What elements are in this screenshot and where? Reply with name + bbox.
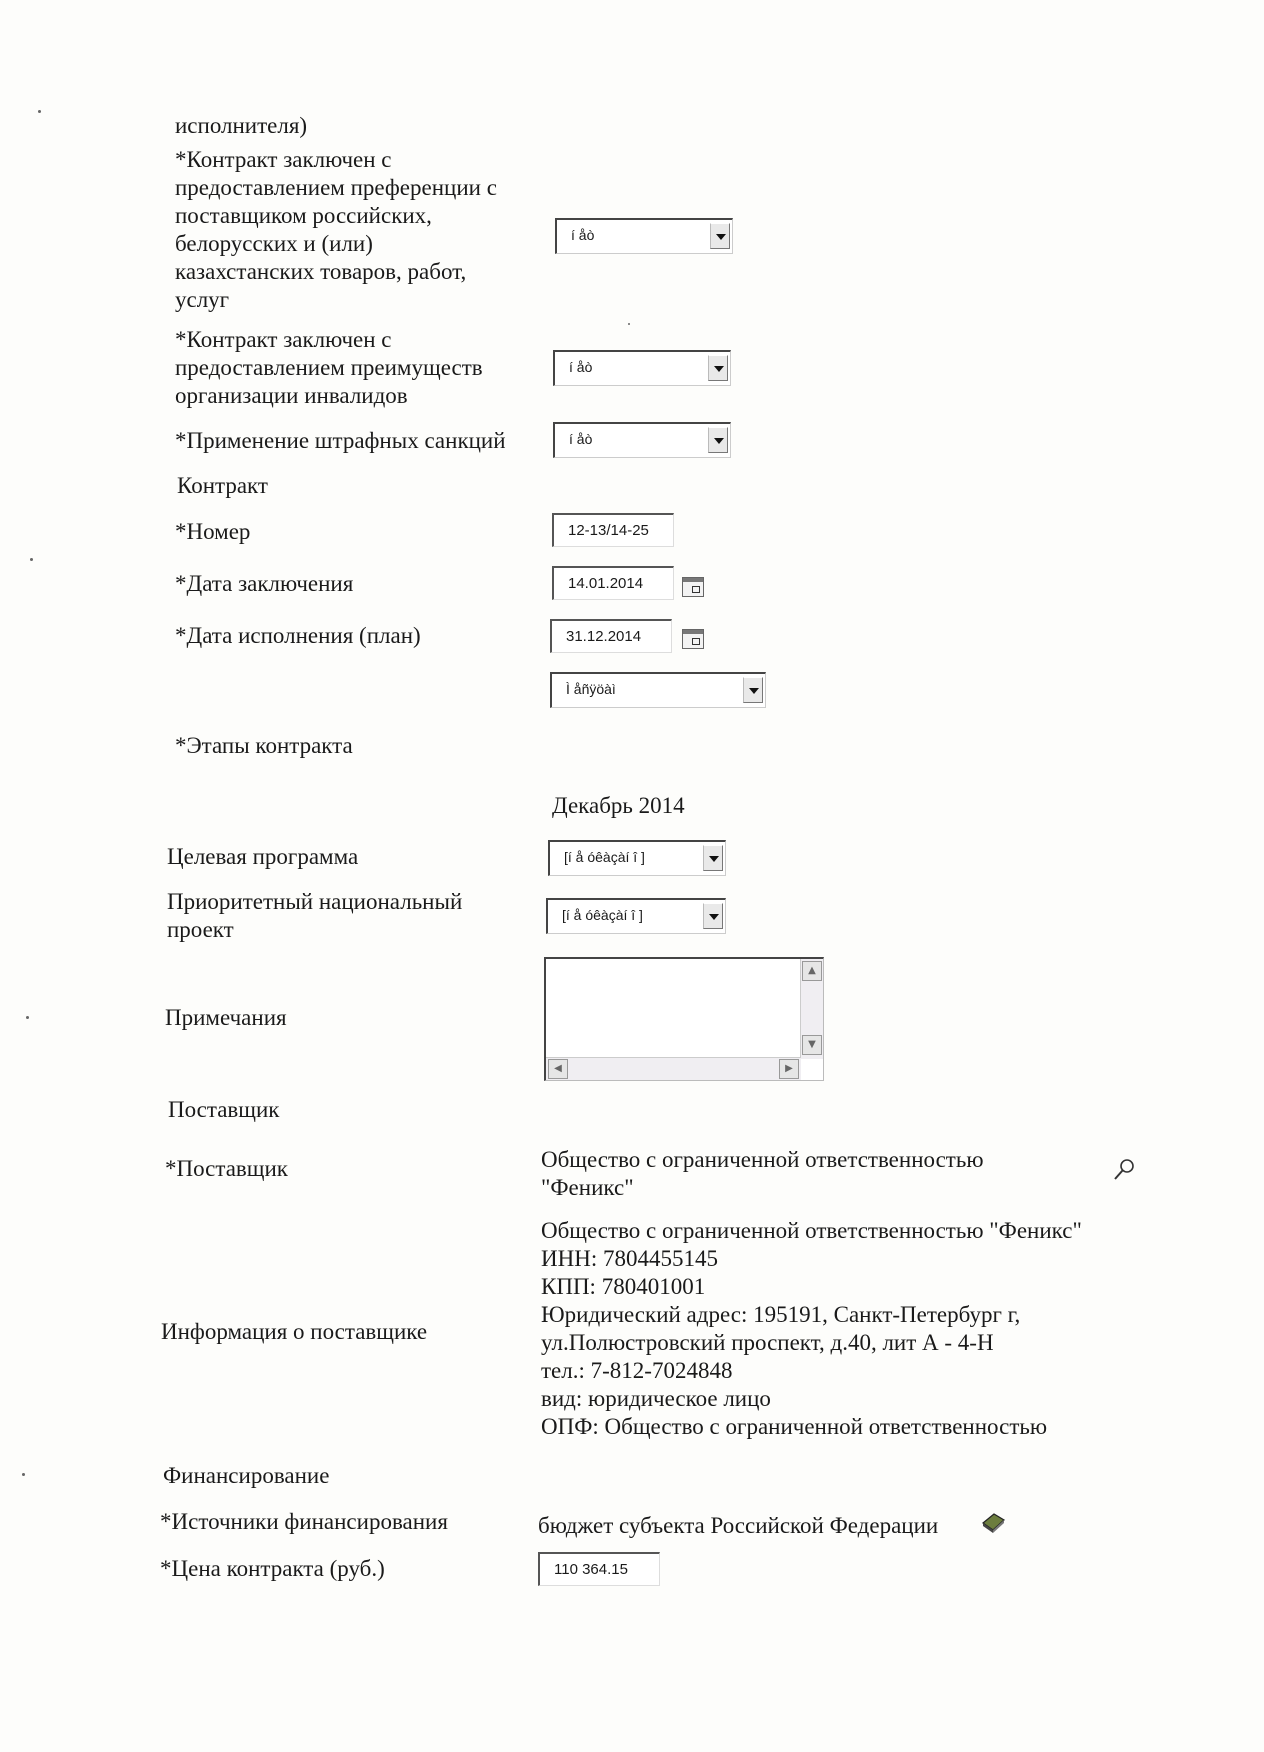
supplier-info: Общество с ограниченной ответственностью "Феникс" ИНН: 7804455145 КПП: 780401001 Юридический адрес: 195191, Санкт-Петербург г, ул.Полюстровский проспект, д.40, лит А - 4-Н тел.: 7-812-7024848 вид: юридическое лицо ОПФ: Общество с ограниченной ответственностью — [541, 1218, 1082, 1439]
preference-select[interactable] — [555, 218, 733, 254]
period-value: Ì åñÿöàì — [566, 681, 616, 697]
contract-price-label: *Цена контракта (руб.) — [160, 1556, 385, 1581]
calendar-icon[interactable] — [682, 629, 704, 649]
scroll-right-icon[interactable]: ▶ — [779, 1059, 799, 1079]
dropdown-arrow-icon[interactable] — [703, 903, 723, 929]
target-program-label: Целевая программа — [167, 844, 359, 869]
national-project-value: [í å óêàçàí î ] — [562, 907, 643, 923]
execution-date-label: *Дата исполнения (план) — [175, 623, 421, 648]
dropdown-arrow-icon[interactable] — [710, 223, 730, 249]
target-program-select[interactable] — [548, 840, 726, 876]
national-project-label: Приоритетный национальный проект — [167, 889, 463, 942]
scan-speck — [628, 323, 630, 325]
notes-horizontal-scrollbar[interactable] — [546, 1057, 801, 1080]
scan-speck — [38, 110, 41, 113]
scan-speck — [30, 558, 33, 561]
notes-vertical-scrollbar[interactable] — [800, 959, 823, 1059]
supplier-section-title: Поставщик — [168, 1097, 280, 1122]
scroll-up-icon[interactable]: ▲ — [802, 961, 822, 981]
dropdown-arrow-icon[interactable] — [703, 845, 723, 871]
number-input[interactable]: 12-13/14-25 — [552, 513, 674, 547]
disabled-org-value: í åò — [569, 359, 593, 375]
penalty-value: í åò — [569, 431, 593, 447]
penalty-select[interactable] — [553, 422, 731, 458]
supplier-info-label: Информация о поставщике — [161, 1319, 428, 1344]
contract-section-title: Контракт — [177, 473, 268, 498]
national-project-select[interactable] — [546, 898, 726, 934]
scan-speck — [26, 1016, 29, 1019]
conclusion-date-input[interactable]: 14.01.2014 — [552, 566, 674, 600]
financing-sources-label: *Источники финансирования — [160, 1509, 448, 1534]
dropdown-arrow-icon[interactable] — [708, 355, 728, 381]
scroll-left-icon[interactable]: ◀ — [548, 1059, 568, 1079]
notes-textarea[interactable] — [544, 957, 824, 1081]
target-program-value: [í å óêàçàí î ] — [564, 849, 645, 865]
magnifier-icon[interactable] — [1112, 1157, 1136, 1183]
dropdown-arrow-icon[interactable] — [708, 427, 728, 453]
number-label: *Номер — [175, 519, 251, 544]
stages-label: *Этапы контракта — [175, 733, 353, 758]
preference-value: í åò — [571, 227, 595, 243]
stage-month: Декабрь 2014 — [552, 793, 685, 818]
executor-label-tail: исполнителя) — [175, 113, 308, 138]
disabled-org-label: *Контракт заключен с предоставлением преимуществ организации инвалидов — [175, 327, 483, 408]
scroll-down-icon[interactable]: ▼ — [802, 1035, 822, 1055]
execution-date-input[interactable]: 31.12.2014 — [550, 619, 672, 653]
disabled-org-select[interactable] — [553, 350, 731, 386]
dropdown-arrow-icon[interactable] — [743, 677, 763, 703]
financing-sources-value: бюджет субъекта Российской Федерации — [538, 1513, 939, 1538]
contract-price-input[interactable]: 110 364.15 — [538, 1552, 660, 1586]
penalty-label: *Применение штрафных санкций — [175, 428, 506, 453]
calendar-icon[interactable] — [682, 577, 704, 597]
book-icon[interactable] — [980, 1508, 1006, 1534]
period-select[interactable] — [550, 672, 766, 708]
notes-label: Примечания — [165, 1005, 287, 1030]
supplier-name: Общество с ограниченной ответственностью "Феникс" — [541, 1147, 984, 1200]
conclusion-date-label: *Дата заключения — [175, 571, 354, 596]
financing-section-title: Финансирование — [163, 1463, 330, 1488]
supplier-label: *Поставщик — [165, 1156, 288, 1181]
scan-speck — [22, 1473, 25, 1476]
preference-label: *Контракт заключен с предоставлением преференции с поставщиком российских, белорусских и (или) казахстанских товаров, работ, услуг — [175, 147, 497, 312]
